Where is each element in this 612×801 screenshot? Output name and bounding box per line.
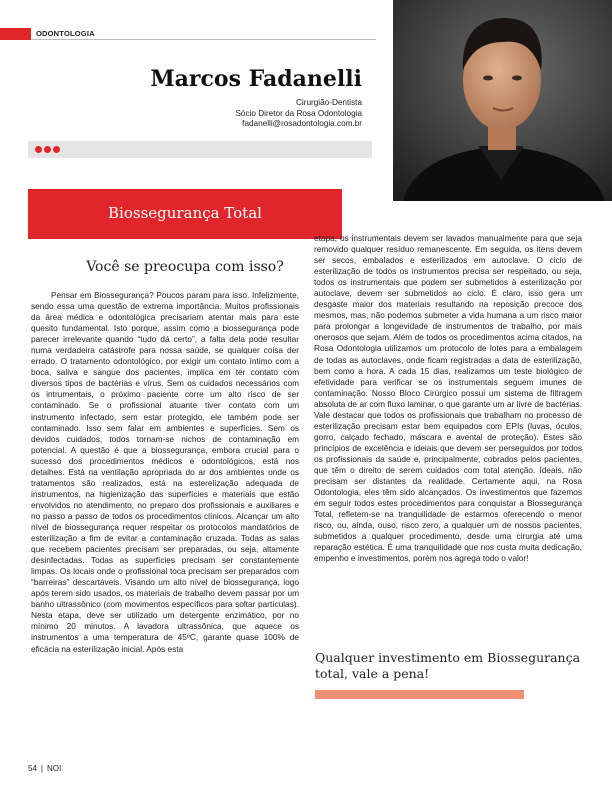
author-photo [393, 0, 612, 201]
article-subtitle: Você se preocupa com isso? [86, 259, 284, 275]
author-email[interactable]: fadanelli@rosadontologia.com.br [242, 119, 362, 128]
article-title: Biossegurança Total [108, 204, 262, 222]
dots-bar [28, 141, 372, 158]
section-color-bar [0, 28, 31, 40]
section-label: ODONTOLOGIA [36, 29, 95, 38]
author-info [150, 98, 362, 130]
article-column-2 [314, 233, 582, 564]
column-2-text: etapa, os instrumentais devem ser lavados manualmente para que seja removido qualquer resíduo remanescente. Em seguida, os itens devem ser secos, embalados e esterilizados em autoclave. O ciclo de esterilização de todos os instrumentos precisa ser respeitado, ou seja, todos os instrumentais que podem ser submetidos à esterilização por autoclave, devem ser submetidos ao ciclo. É claro, isso gera um desgaste maior dos materiais resultando na reposição precoce dos mesmos, mas, não podemos submeter a vida humana a um risco maior para prolongar a longevidade de instrumentos de trabalho, por mais onerosos que sejam. Além de todos os procedimentos acima citados, na Rosa Odontologia utilizamos um protocolo de lotes para a embalagem de todas as autoclaves, onde ficam registradas a data de esterilização, bem como a hora. A cada 15 dias, realizamos um teste biológico de efetividade para verificar se os instrumentais seguem imunes de contaminação. Nosso Bloco Cirúrgico possui um sistema de filtragem absoluta de ar com fluxo laminar, o que garante um ar livre de bactérias. Vale destacar que todos os profissionais que trabalham no processo de esterilização precisam estar bem equipados com EPIs (luvas, óculos, gorro, calçado fechado, máscara e avental de proteção). Estes são princípios de excelência e ideiais que devem ser perseguidos por todos os profissionais da saúde e, principalmente, cobrados pelos pacientes, que têm o direito de serem cuidados com total atenção. Ideais, não precisam ser distantes da realidade. Certamente aqui, na Rosa Odontologia, eles têm sido alcançados. Os investimentos que fazemos em seguir todos estes procedimentos para conquistar a Biossegurança Total, refletem-se na tranquilidade de estarmos oferecendo o menor risco, ou, ainda, ouso, risco zero, a qualquer um de nossos pacientes, submetidos a qualquer procedimento, desde uma cirurgia até uma reparação estética. É uma tranquilidade que nos custa muita dedicação, empenho e investimentos, porém nos agrega todo o valor! [314, 233, 582, 564]
column-1-text: Pensar em Biossegurança? Poucos param para isso. Infelizmente, sendo essa uma questão de extrema importância. Muitos profissionais da área médica e odontológica precisariam atentar mais para este quesito fundamental. Isto porque, assim como a biossegurança pode parecer irrelevante quando “tudo dá certo”, a falta dela pode resultar numa verdadeira catástrofe para nossa saúde, se qualquer coisa der errado. O tratamento odontológico, por exigir um contato íntimo com a boca, saliva e sangue dos pacientes, implica em ter contato com diversos tipos de bactérias e vírus. Sem os cuidados necessários com os intrumentais, o próximo paciente corre um alto risco de ser contaminado. Se o profissional atuante tiver contato com um instrumento infectado, sem estar protegido, ele também pode ser contaminado. Isso sem falar em ambientes e superfícies. Sem os devidos cuidados, todos tornam-se nichos de contaminação em potencial. A questão é que a biossegurança, embora crucial para o sucesso dos procedimentos médicos e odontológicos, está nos detalhes. Está na ventilação apropriada do ar dos ambientes onde os tratamentos são realizados, está na esterelização adequada de instrumentos, na higienização das superfícies e materiais que estão envolvidos no atendimento, no preparo dos profissionais e auxiliares e no passo a passo de todos os procedimentos clínicos. Alcançar um alto nível de biossegurança requer respeitar os protocolos mandatórios de esterilização a fim de evitar a contaminação cruzada. Todas as salas que recebem pacientes precisam ser preparadas, ou seja, altamente desinfectadas. Todas as superfícies precisam ser constantemente limpas. Os locais onde o profissional toca precisam ser preparados com “barreiras” descartáveis. Visando um alto nível de biossegurança, logo após terem sido usados, os materiais de trabalho devem passar por um banho ultrassônico (com movimentos específicos para soltar partículas). Nesta etapa, deve ser utilizado um detergente enzimático, por no mínimo 20 minutos. A lavadora ultrassônica, que aquece os instrumentos a uma temperatura de 45ºC, garante quase 100% de eficácia na esterilização inicial. Após esta [31, 290, 299, 654]
page-number: 54 [28, 764, 37, 773]
author-name: Marcos Fadanelli [150, 66, 362, 92]
page-footer [28, 764, 61, 773]
magazine-name: NOI [46, 764, 62, 773]
dot-icon [35, 146, 42, 153]
author-role: Cirurgião-Dentista [296, 98, 362, 107]
footer-separator: | [40, 764, 43, 773]
dot-icon [53, 146, 60, 153]
dot-icon [44, 146, 51, 153]
article-column-1 [31, 290, 299, 655]
pull-quote-rule [315, 690, 524, 699]
section-rule [31, 39, 376, 40]
author-position: Sócio Diretor da Rosa Odontologia [235, 108, 362, 118]
pull-quote: Qualquer investimento em Biossegurança total, vale a pena! [315, 650, 581, 681]
